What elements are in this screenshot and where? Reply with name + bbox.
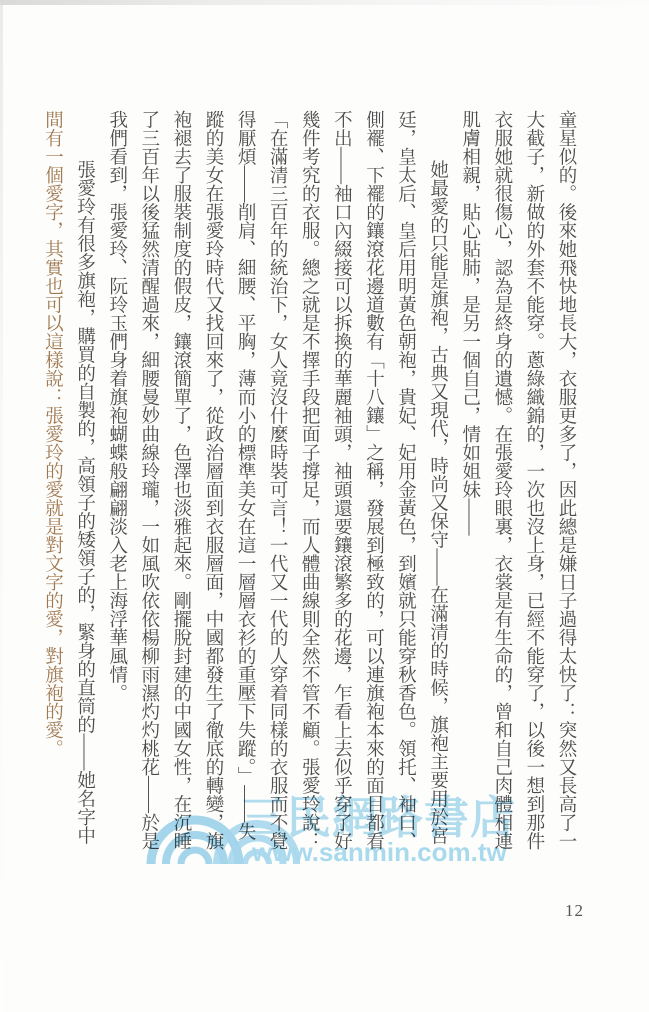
vertical-text-block	[36, 110, 582, 858]
watermark-url: www.sanmin.com.tw	[252, 837, 507, 867]
scan-edge-artifact	[0, 0, 649, 5]
scan-edge-artifact-left	[0, 0, 3, 1012]
page-number: 12	[565, 901, 584, 920]
paragraph-qipao-history: 她最愛的只能是旗袍，古典又現代，時尚又保守——在滿清的時候，旗袍主要用於宮廷，皇太后、皇后用明黃色朝袍，貴妃、妃用金黃色，到嬪就只能穿秋香色。領托、袖口、側襬、下襬的鑲滾花邊道數有「十八鑲」之稱，發展到極致的，可以連旗袍本來的面目都看不出——袖口內綴接可以拆換的華麗袖頭，袖頭還要鑲滾繁多的花邊，乍看上去似乎穿了好幾件考究的衣服。總之就是不擇手段把面子撐足，而人體曲線則全然不管不顧。張愛玲說：「在滿清三百年的統治下，女人竟沒什麼時裝可言！一代又一代的人穿着同樣的衣服而不覺得厭煩——削肩、細腰、平胸，薄而小的標準美女在這一層層衣衫的重壓下失蹤。」——失蹤的美女在張愛玲時代又找回來了，從政治層面到衣服層面，中國都發生了徹底的轉變，旗袍褪去了服裝制度的假皮，鑲滾簡單了，色澤也淡雅起來。剛擺脫封建的中國女性，在沉睡了三百年以後猛然清醒過來，細腰曼妙曲線玲瓏，一如風吹依依楊柳雨濕灼灼桃花——於是我們看到，張愛玲、阮玲玉們身着旗袍蝴蝶般翩翩淡入老上海浮華風情。	[106, 110, 448, 850]
closing-normal-text: 張愛玲有很多旗袍，購買的自製的，高領子的矮領子的，緊身的直筒的——她名字中	[74, 160, 95, 845]
paragraph-continued: 童星似的。後來她飛快地長大，衣服更多了，因此總是嫌日子過得太快了：突然又長高了一大截子，新做的外套不能穿。蔥綠織錦的，一次也沒上身，已經不能穿了，以後一想到那件衣服她就很傷心，認為是終身的遺憾。在張愛玲眼裏，衣裳是有生命的，曾和自己肉體相連肌膚相親，貼心貼肺，是另一個自己，情如姐妹——	[459, 110, 576, 850]
watermark-store-name: 三民網路書店	[240, 792, 517, 843]
paragraph-love-closing	[36, 110, 100, 858]
closing-accent-text: 間有一個愛字，其實也可以這樣說：張愛玲的愛就是對文字的愛，對旗袍的愛。	[42, 110, 63, 758]
